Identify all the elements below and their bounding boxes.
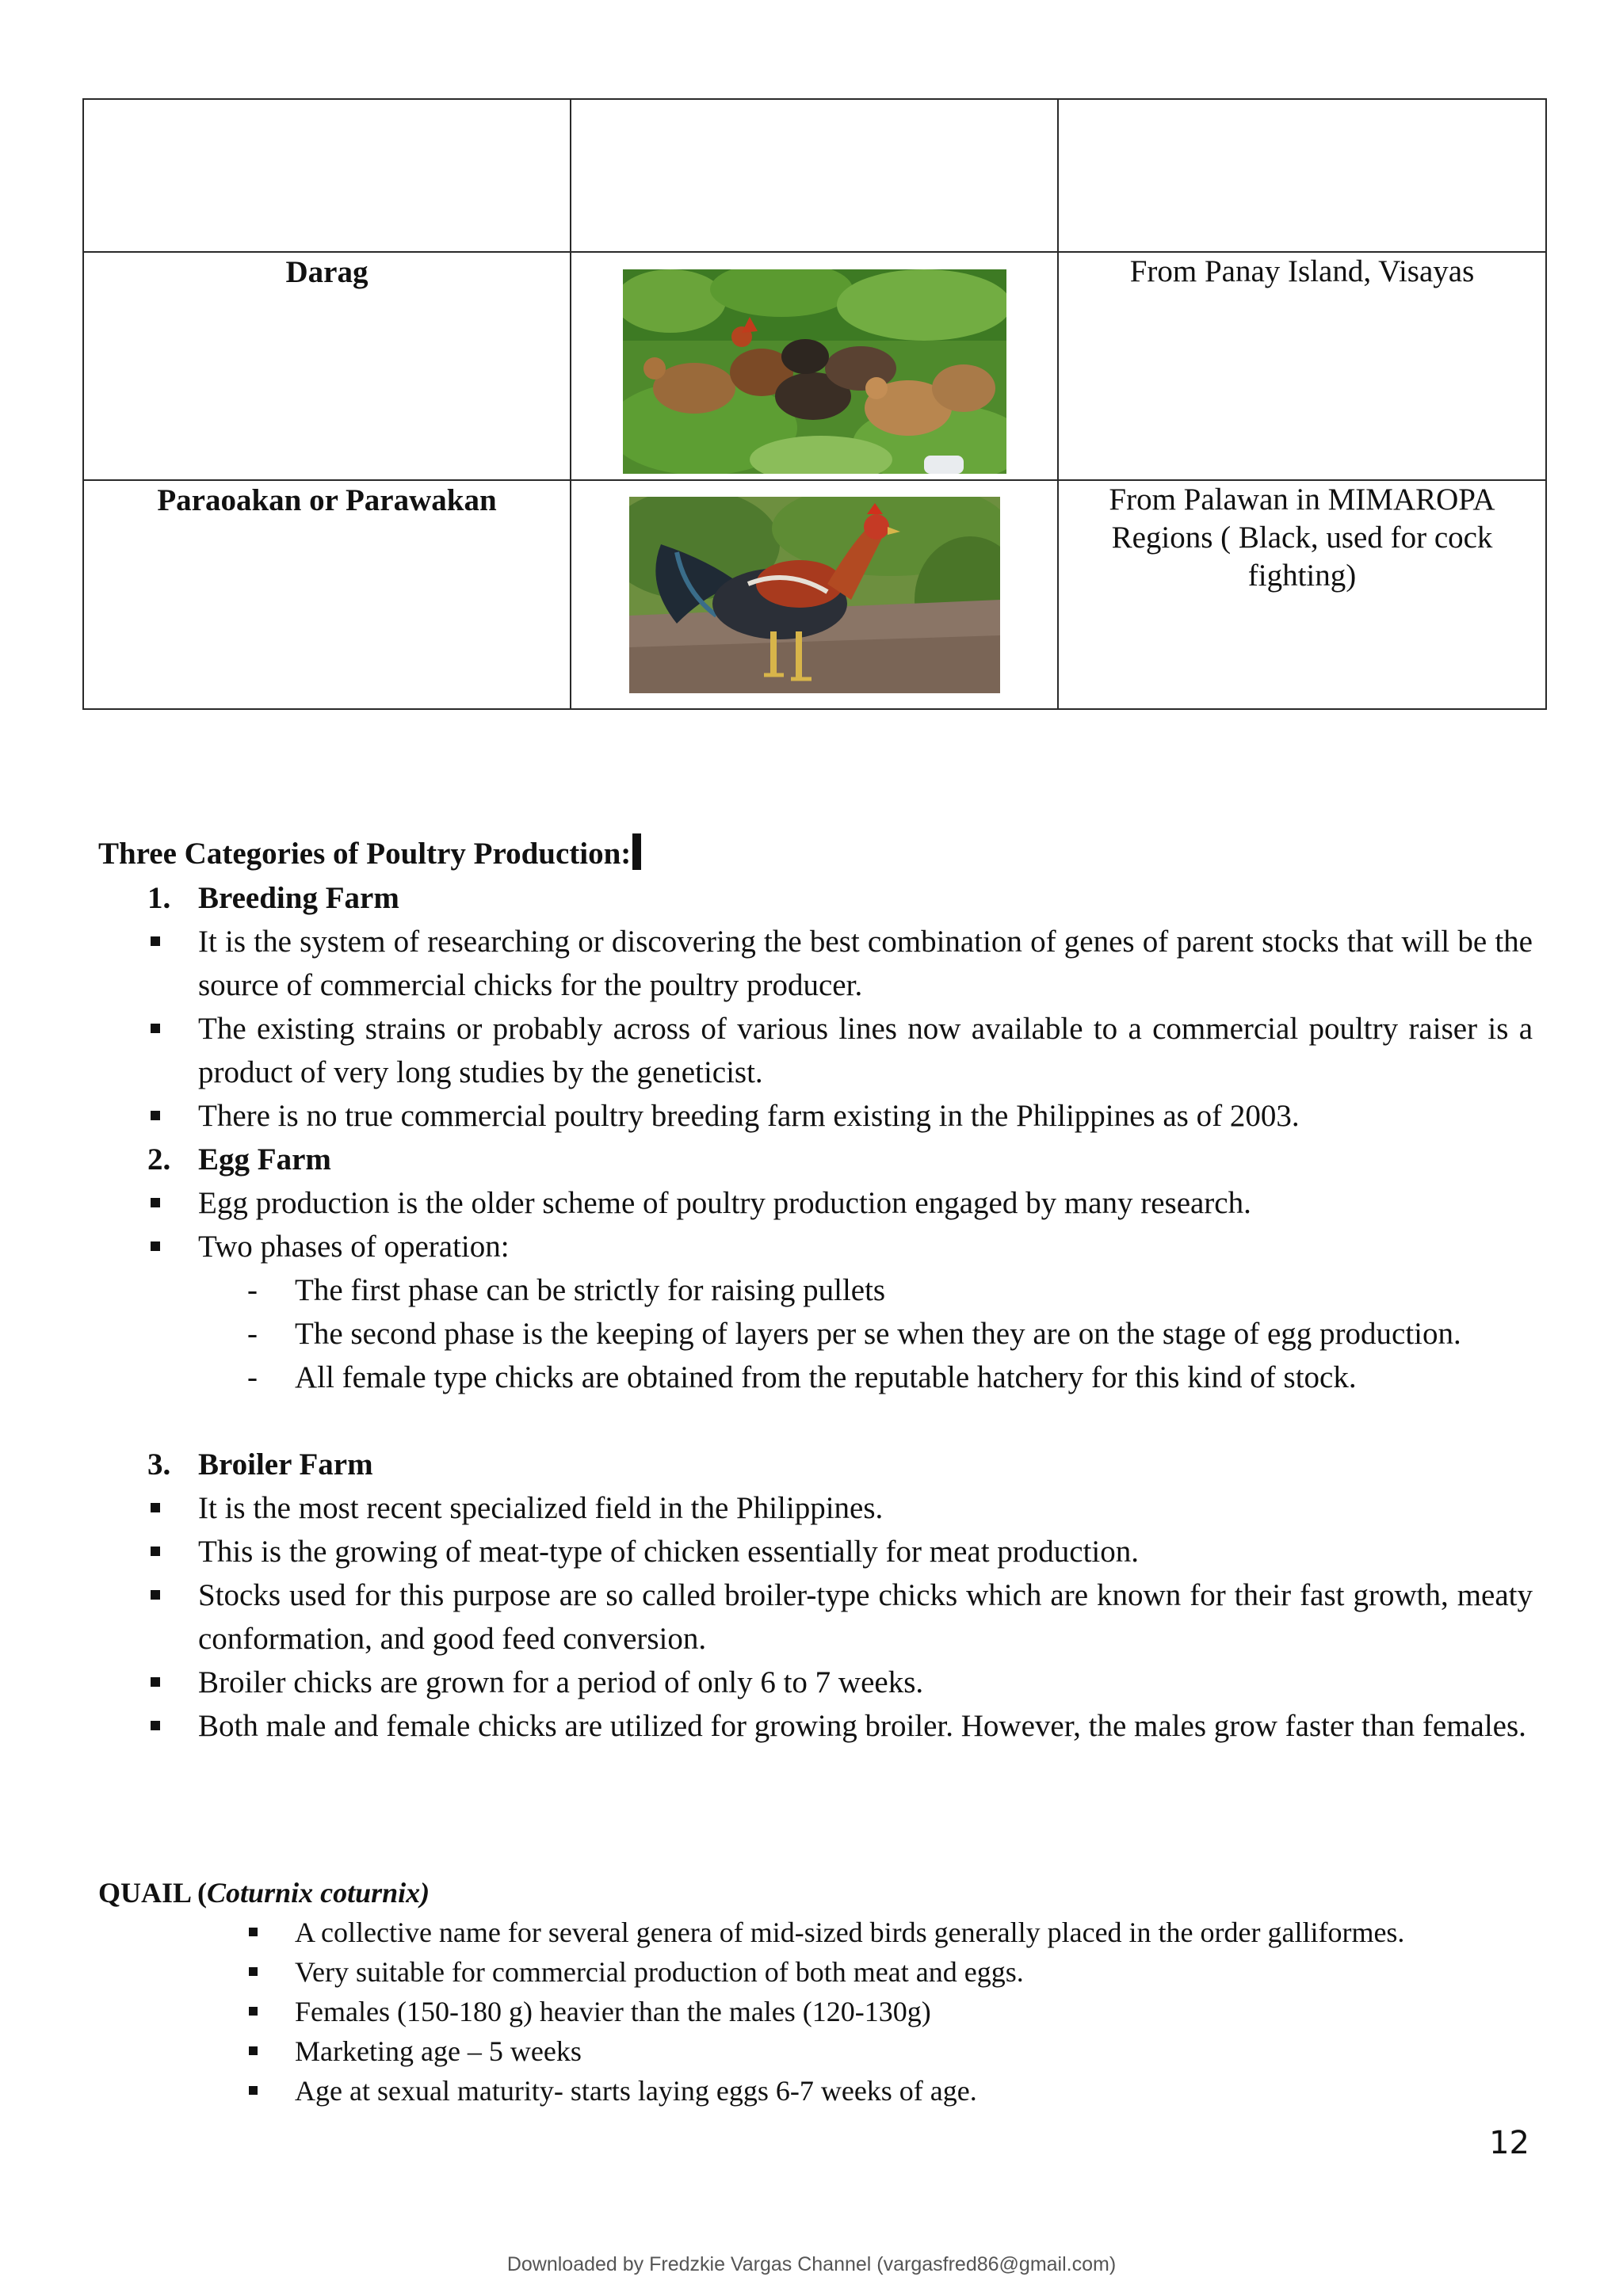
category-title: Egg Farm xyxy=(198,1142,331,1177)
list-item: - All female type chicks are obtained from the reputable hatchery for this kind of stock. xyxy=(98,1356,1533,1399)
breed-photo-cell xyxy=(571,252,1058,480)
table-row xyxy=(83,99,1546,252)
page-number: 12 xyxy=(1489,2125,1529,2161)
poultry-categories-section xyxy=(98,832,1533,1748)
quail-bullet-list xyxy=(98,1913,1533,2111)
list-item: Broiler chicks are grown for a period of only 6 to 7 weeks. xyxy=(98,1661,1533,1704)
table-row xyxy=(83,480,1546,709)
quail-title-main: QUAIL ( xyxy=(98,1877,208,1909)
table-row xyxy=(83,252,1546,480)
list-item: Stocks used for this purpose are so called broiler-type chicks which are known for their fast growth, meaty conformation, and good feed conversion. xyxy=(98,1573,1533,1661)
breed-photo-cell xyxy=(571,99,1058,252)
section-heading xyxy=(98,832,1533,876)
category-number: 2. xyxy=(147,1142,171,1177)
list-item: Both male and female chicks are utilized for growing broiler. However, the males grow faster than females. xyxy=(98,1704,1533,1748)
breed-table xyxy=(82,98,1547,710)
breed-origin-cell xyxy=(1058,99,1546,252)
list-item: - The second phase is the keeping of layers per se when they are on the stage of egg production. xyxy=(98,1312,1533,1356)
list-item: The existing strains or probably across of various lines now available to a commercial poultry raiser is a product of very long studies by the geneticist. xyxy=(98,1007,1533,1094)
egg-bullet-list xyxy=(98,1181,1533,1268)
category-title-breeding xyxy=(98,876,1533,920)
darag-chickens-photo xyxy=(623,269,1006,474)
list-item: Two phases of operation: xyxy=(98,1225,1533,1268)
breed-name-cell: Darag xyxy=(83,252,571,480)
list-item: A collective name for several genera of mid-sized birds generally placed in the order galliformes. xyxy=(98,1913,1533,1952)
list-item: It is the most recent specialized field in the Philippines. xyxy=(98,1486,1533,1530)
list-item: Females (150-180 g) heavier than the males (120-130g) xyxy=(98,1992,1533,2031)
list-item: It is the system of researching or discovering the best combination of genes of parent stocks that will be the source of commercial chicks for the poultry producer. xyxy=(98,920,1533,1007)
breed-origin-cell: From Panay Island, Visayas xyxy=(1058,252,1546,480)
list-item: Age at sexual maturity- starts laying eggs 6-7 weeks of age. xyxy=(98,2071,1533,2111)
list-item: Very suitable for commercial production of both meat and eggs. xyxy=(98,1952,1533,1992)
category-title: Broiler Farm xyxy=(198,1447,373,1482)
category-title-egg xyxy=(98,1138,1533,1181)
broiler-bullet-list xyxy=(98,1486,1533,1748)
quail-section xyxy=(98,1873,1533,2111)
category-title-broiler xyxy=(98,1443,1533,1486)
list-item: Marketing age – 5 weeks xyxy=(98,2031,1533,2071)
egg-phase-list xyxy=(98,1268,1533,1399)
list-item: There is no true commercial poultry breeding farm existing in the Philippines as of 2003. xyxy=(98,1094,1533,1138)
section-heading-text: Three Categories of Poultry Production: xyxy=(98,837,632,871)
quail-title xyxy=(98,1873,1533,1913)
quail-title-scientific: Coturnix coturnix) xyxy=(207,1877,430,1909)
category-number: 1. xyxy=(147,881,171,915)
download-footer: Downloaded by Fredzkie Vargas Channel (vargasfred86@gmail.com) xyxy=(506,2253,1117,2275)
list-item: - The first phase can be strictly for raising pullets xyxy=(98,1268,1533,1312)
paraoakan-rooster-photo xyxy=(629,497,1000,693)
category-title: Breeding Farm xyxy=(198,881,399,915)
breed-name-cell: Paraoakan or Parawakan xyxy=(83,480,571,709)
breed-origin-cell: From Palawan in MIMAROPA Regions ( Black, used for cock fighting) xyxy=(1058,480,1546,709)
text-cursor xyxy=(632,833,641,870)
breed-photo-cell xyxy=(571,480,1058,709)
breed-name-cell xyxy=(83,99,571,252)
breeding-bullet-list xyxy=(98,920,1533,1138)
list-item: This is the growing of meat-type of chicken essentially for meat production. xyxy=(98,1530,1533,1573)
spacer xyxy=(98,1399,1533,1443)
category-number: 3. xyxy=(147,1447,171,1482)
list-item: Egg production is the older scheme of poultry production engaged by many research. xyxy=(98,1181,1533,1225)
